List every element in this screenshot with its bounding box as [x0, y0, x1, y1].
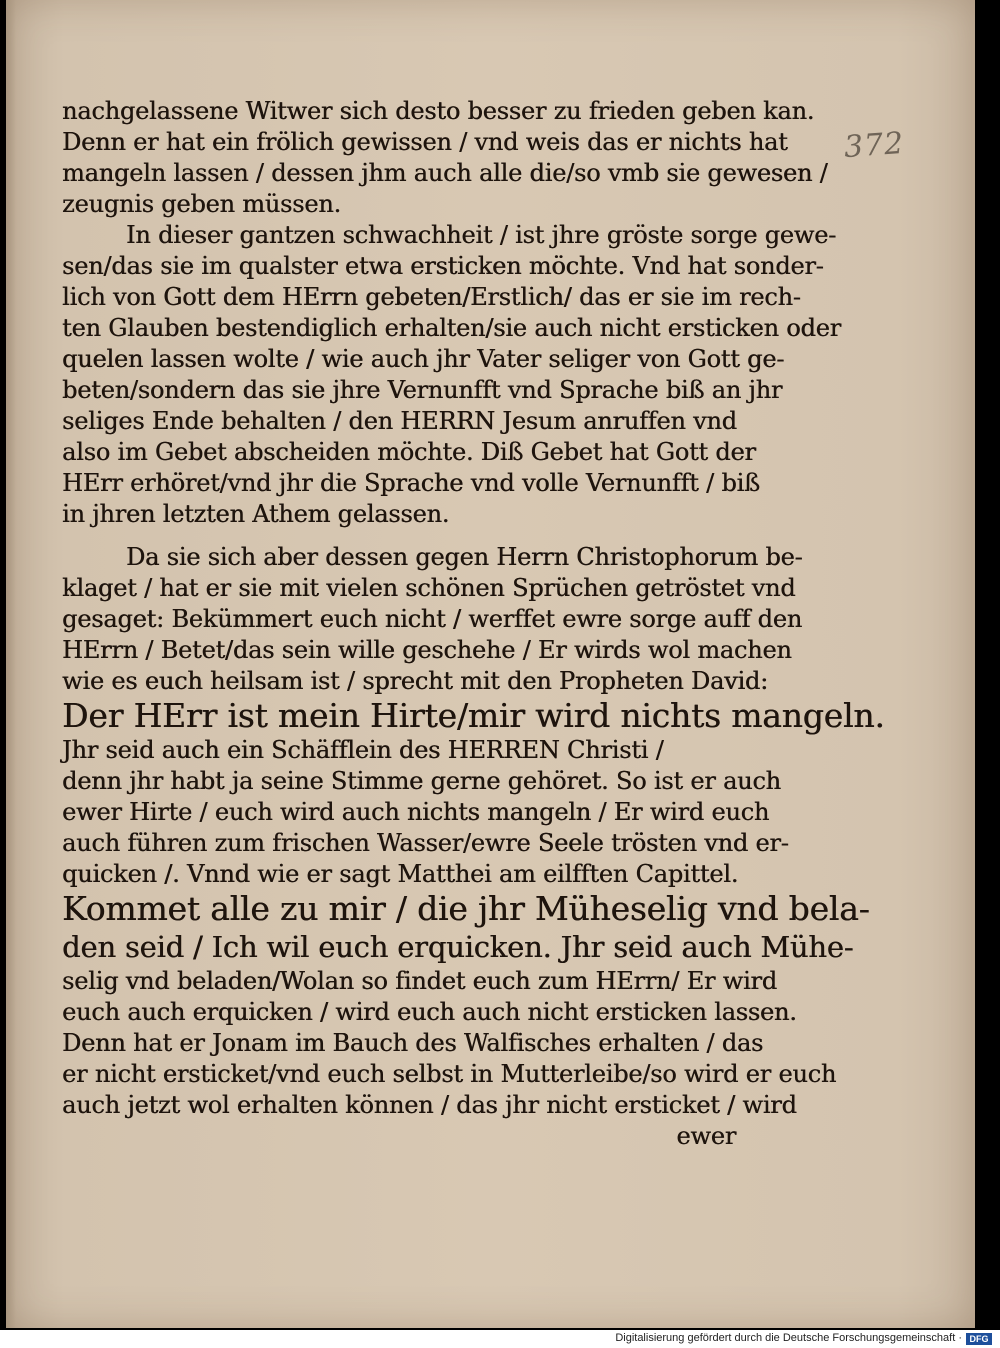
text-line: gesaget: Bekümmert euch nicht / werffet ewre sorge auff den — [62, 605, 802, 633]
text-line: ewer Hirte / euch wird auch nichts mangeln / Er wird euch — [62, 798, 770, 826]
text-line: also im Gebet abscheiden möchte. Diß Gebet hat Gott der — [62, 438, 756, 466]
text-line: in jhren letzten Athem gelassen. — [62, 500, 450, 528]
text-line: wie es euch heilsam ist / sprecht mit den Propheten David: — [62, 667, 768, 695]
dfg-logo: DFG — [966, 1333, 992, 1345]
text-line: selig vnd beladen/Wolan so findet euch zum HErrn/ Er wird — [62, 967, 777, 995]
text-line: auch führen zum frischen Wasser/ewre Seele trösten vnd er- — [62, 829, 789, 857]
paragraph-gap — [62, 530, 762, 542]
text-line: sen/das sie im qualster etwa ersticken möchte. Vnd hat sonder- — [62, 252, 824, 280]
scripture-quote-line: den seid / Ich wil euch erquicken. Jhr seid auch Mühe- — [62, 930, 854, 964]
text-line: Denn hat er Jonam im Bauch des Walfisches erhalten / das — [62, 1029, 764, 1057]
scripture-quote-line: Kommet alle zu mir / die jhr Müheselig vnd bela- — [62, 889, 870, 928]
text-line: Da sie sich aber dessen gegen Herrn Christophorum be- — [126, 543, 803, 571]
text-line: beten/sondern das sie jhre Vernunfft vnd Sprache biß an jhr — [62, 376, 783, 404]
scripture-quote-line: Der HErr ist mein Hirte/mir wird nichts mangeln. — [62, 696, 885, 735]
text-line: ten Glauben bestendiglich erhalten/sie auch nicht ersticken oder — [62, 314, 841, 342]
text-line: er nicht ersticket/vnd euch selbst in Mutterleibe/so wird er euch — [62, 1060, 837, 1088]
text-line: zeugnis geben müssen. — [62, 190, 341, 218]
book-page — [6, 0, 975, 1328]
text-line: quelen lassen wolte / wie auch jhr Vater seliger von Gott ge- — [62, 345, 785, 373]
text-line: HErrn / Betet/das sein wille geschehe / Er wirds wol machen — [62, 636, 792, 664]
text-line: auch jetzt wol erhalten können / das jhr nicht ersticket / wird — [62, 1091, 797, 1119]
text-line: quicken /. Vnnd wie er sagt Matthei am eilfften Capittel. — [62, 860, 739, 888]
text-line: denn jhr habt ja seine Stimme gerne gehöret. So ist er auch — [62, 767, 781, 795]
text-line: klaget / hat er sie mit vielen schönen Sprüchen getröstet vnd — [62, 574, 796, 602]
folio-number: 372 — [842, 125, 906, 166]
text-line: mangeln lassen / dessen jhm auch alle die/so vmb sie gewesen / — [62, 159, 828, 187]
text-line: In dieser gantzen schwachheit / ist jhre gröste sorge gewe- — [126, 221, 837, 249]
text-line: Jhr seid auch ein Schäfflein des HERREN Christi / — [62, 736, 664, 764]
paragraph-3 — [62, 542, 885, 1121]
paragraph-2 — [62, 220, 841, 530]
paragraph-1 — [62, 96, 828, 220]
text-line: seliges Ende behalten / den HERRN Jesum anruffen vnd — [62, 407, 737, 435]
funding-credit: Digitalisierung gefördert durch die Deutsche Forschungsgemeinschaft · — [615, 1332, 962, 1344]
text-line: lich von Gott dem HErrn gebeten/Erstlich/ das er sie im rech- — [62, 283, 801, 311]
catchword: ewer — [676, 1122, 736, 1150]
text-line: HErr erhöret/vnd jhr die Sprache vnd volle Vernunfft / biß — [62, 469, 760, 497]
footer-bar — [0, 1330, 1000, 1348]
text-line: euch auch erquicken / wird euch auch nicht ersticken lassen. — [62, 998, 797, 1026]
text-line: nachgelassene Witwer sich desto besser zu frieden geben kan. — [62, 97, 815, 125]
text-line: Denn er hat ein frölich gewissen / vnd weis das er nichts hat — [62, 128, 788, 156]
